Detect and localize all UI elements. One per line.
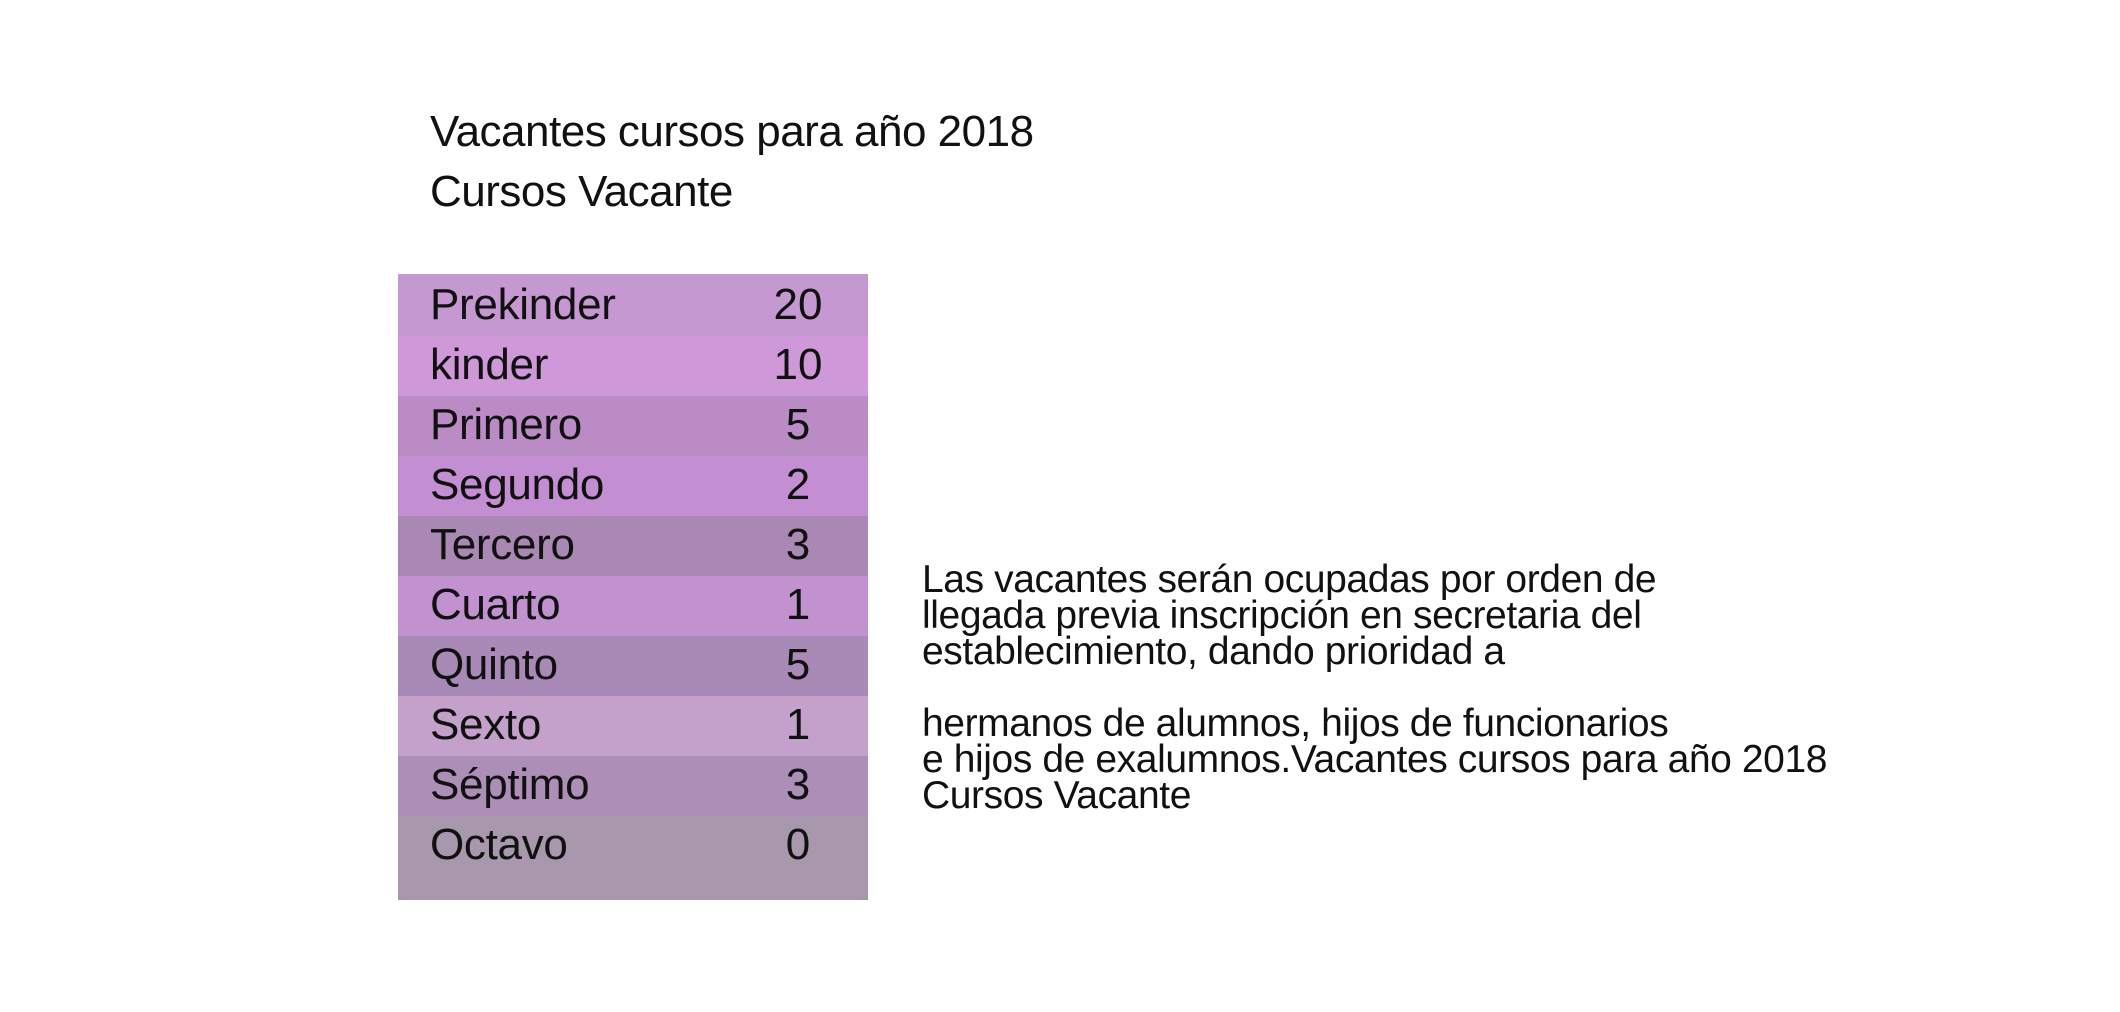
note-line: llegada previa inscripción en secretaria del bbox=[922, 594, 1642, 637]
course-name: Octavo bbox=[430, 820, 568, 869]
note-line: Cursos Vacante bbox=[922, 774, 1191, 817]
note-line: e hijos de exalumnos.Vacantes cursos para año 2018 bbox=[922, 738, 1828, 781]
note-spacer bbox=[922, 670, 1922, 706]
table-row bbox=[398, 696, 868, 756]
vacancies-table bbox=[398, 274, 868, 900]
page-subtitle: Cursos Vacante bbox=[430, 167, 733, 216]
course-name: Segundo bbox=[430, 460, 605, 509]
page-title: Vacantes cursos para año 2018 bbox=[430, 107, 1034, 156]
course-vacancies: 3 bbox=[785, 520, 811, 569]
table-row bbox=[398, 456, 868, 516]
course-vacancies: 10 bbox=[773, 340, 823, 389]
vacancy-note bbox=[922, 558, 1922, 817]
table-row bbox=[398, 756, 868, 816]
course-name: Quinto bbox=[430, 640, 558, 689]
course-vacancies: 0 bbox=[785, 820, 811, 869]
page-heading bbox=[430, 102, 1034, 222]
course-vacancies: 5 bbox=[785, 640, 811, 689]
course-name: Cuarto bbox=[430, 580, 561, 629]
course-vacancies: 5 bbox=[785, 400, 811, 449]
course-name: Séptimo bbox=[430, 760, 590, 809]
table-row bbox=[398, 636, 868, 696]
table-row bbox=[398, 576, 868, 636]
note-line: Las vacantes serán ocupadas por orden de bbox=[922, 558, 1657, 601]
course-vacancies: 2 bbox=[785, 460, 811, 509]
table-row bbox=[398, 516, 868, 576]
course-name: Sexto bbox=[430, 700, 542, 749]
table-row bbox=[398, 274, 868, 336]
course-name: Prekinder bbox=[430, 280, 616, 329]
course-vacancies: 1 bbox=[785, 580, 811, 629]
table-row bbox=[398, 816, 868, 900]
note-line: establecimiento, dando prioridad a bbox=[922, 630, 1505, 673]
table-row bbox=[398, 396, 868, 456]
course-name: Primero bbox=[430, 400, 582, 449]
course-vacancies: 3 bbox=[785, 760, 811, 809]
table-row bbox=[398, 336, 868, 396]
course-vacancies: 20 bbox=[773, 280, 823, 329]
course-name: kinder bbox=[430, 340, 549, 389]
note-line: hermanos de alumnos, hijos de funcionarios bbox=[922, 702, 1669, 745]
course-vacancies: 1 bbox=[785, 700, 811, 749]
course-name: Tercero bbox=[430, 520, 575, 569]
